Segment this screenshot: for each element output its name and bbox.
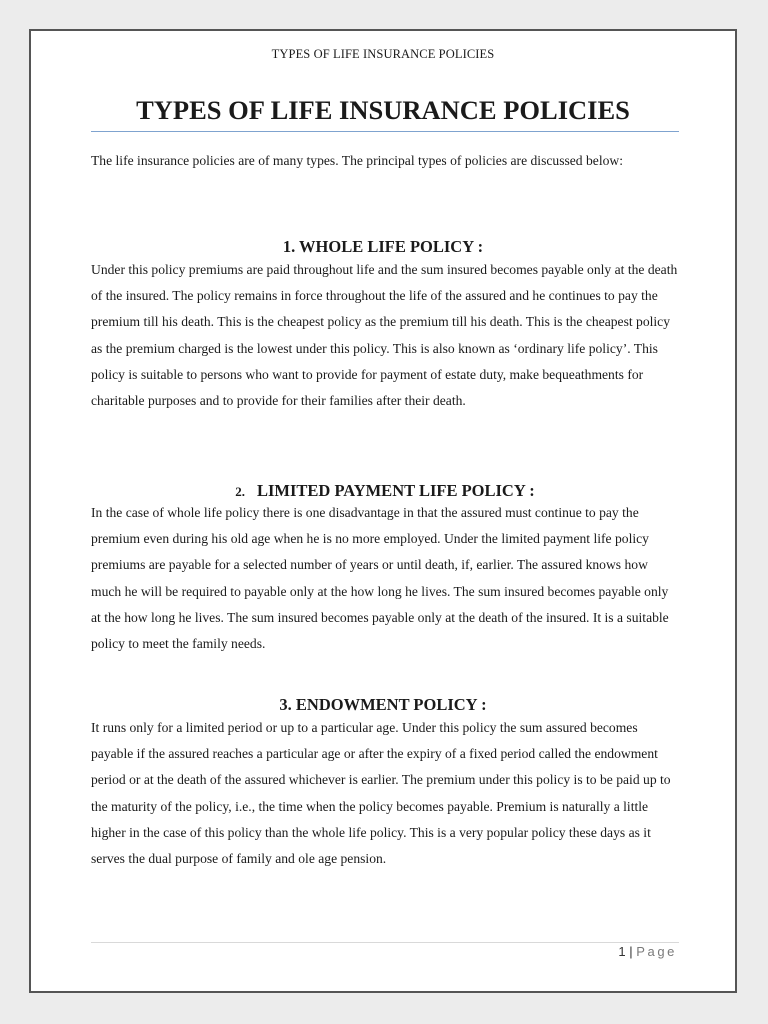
document-title: TYPES OF LIFE INSURANCE POLICIES	[136, 95, 630, 125]
section-heading-endowment	[31, 694, 735, 716]
section-heading-whole-life	[31, 236, 735, 258]
section-title: ENDOWMENT POLICY :	[295, 695, 487, 714]
intro-paragraph: The life insurance policies are of many types. The principal types of policies are discussed below:	[91, 153, 624, 168]
section-title: LIMITED PAYMENT LIFE POLICY :	[256, 481, 535, 500]
footer-separator: |	[629, 944, 633, 959]
section-title: WHOLE LIFE POLICY :	[299, 237, 484, 256]
section-body-endowment: It runs only for a limited period or up to a particular age. Under this policy the sum assured becomes payable if the assured reaches a particular age or after the expiry of a fixed period called the endowment period or at the death of the assured whichever is earlier. The premium under this policy is to be paid up to the maturity of the policy, i.e., the time when the policy becomes payable. Premium is naturally a little higher in the case of this policy than the whole life policy. This is a very popular policy these days as it serves the dual purpose of family and ole age pension.	[91, 720, 671, 867]
section-number: 2.	[235, 484, 245, 499]
section-number: 1.	[282, 237, 296, 256]
title-underline	[91, 131, 679, 132]
page-label: Page	[636, 944, 677, 959]
section-body-limited-payment: In the case of whole life policy there is one disadvantage in that the assured must continue to pay the premium even during his old age when he is no more employed. Under the limited payment life policy premiums are payable for a selected number of years or until death, if, earlier. The assured knows how much he will be required to payable only at the how long he lives. The sum insured becomes payable only at the how long he lives. The sum insured becomes payable only at the death of the insured. It is a suitable policy to meet the family needs.	[91, 505, 669, 652]
footer-divider	[91, 942, 679, 943]
document-page	[29, 29, 737, 993]
running-header: TYPES OF LIFE INSURANCE POLICIES	[271, 47, 495, 61]
page-number: 1	[618, 944, 626, 959]
section-body-whole-life: Under this policy premiums are paid throughout life and the sum insured becomes payable only at the death of the insured. The policy remains in force throughout the life of the assured and he continues to pay the premium till his death. This is the cheapest policy as the premium till his death. This is the cheapest policy as the premium charged is the lowest under this policy. This is also known as ‘ordinary life policy’. This policy is suitable to persons who want to provide for payment of estate duty, make bequeathments for charitable purposes and to provide for their families after their death.	[91, 262, 678, 409]
page-footer	[618, 944, 677, 959]
section-number: 3.	[279, 695, 292, 714]
